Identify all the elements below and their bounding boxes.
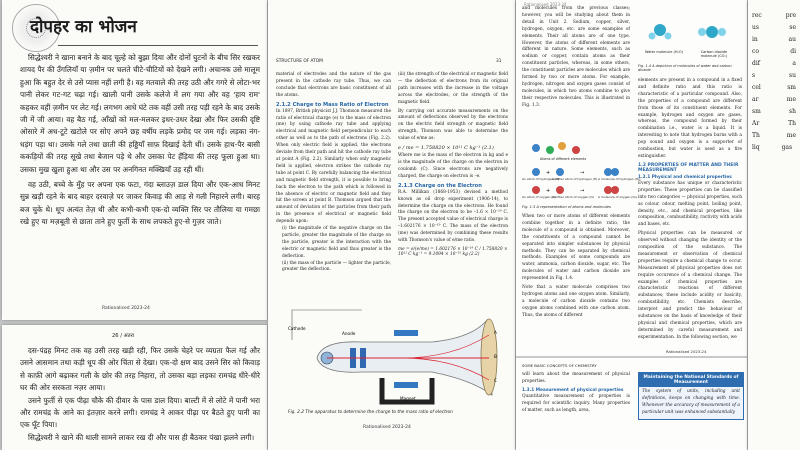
paragraph: Where me is the mass of the electron in kg and e is the magnitude of the charge on the electron in coulomb (C). Since electrons are negatively charged, the charge on electron is –e.: [398, 153, 508, 179]
info-box: [638, 372, 744, 420]
equation: e / me = 1.758820 × 10¹¹ C kg⁻¹ (2.1): [398, 145, 494, 152]
figure-label: An atom of oxygen (O): [522, 195, 557, 199]
figure-label: Atoms of different elements: [540, 157, 587, 161]
paragraph: In 1897, British physicist J.J. Thomson measured the ratio of electrical charge (e) to the mass of electron (me) by using cathode ray tube and applying electrical and magnetic field perpendicular to each other as well as to the path of electrons (Fig. 2.2). When only electric field is applied, the electrons deviate from their path and hit the cathode ray tube at point A (Fig. 2.2). Similarly when only magnetic field is applied, electron strikes the cathode ray tube at point C. By carefully balancing the electrical and magnetic field strength, it is possible to bring back the electron to the path which is followed in the absence of electric or magnetic field and they hit the screen at point B. Thomson argued that the amount of deviation of the particles from their path in the presence of electrical or magnetic field depends upon:: [276, 108, 391, 225]
section-heading: 2.1.2 Charge to Mass Ratio of Electron: [276, 101, 389, 108]
fig-label-a: A: [494, 330, 497, 335]
svg-text:+: +: [546, 188, 551, 194]
subsection-heading: 1.2.1 Physical and chemical properties: [638, 174, 732, 180]
list-item: (iii) the strength of the electrical or magnetic field — the deflection of electrons from its original path increases with the increase in the voltage across the electrodes, or the strength of the magnetic field.: [398, 72, 508, 105]
section-heading: 1.2 PROPERTIES OF MATTER AND THEIR MEASUREMENT: [638, 162, 739, 173]
fig-label-anode: Anode: [342, 331, 356, 336]
info-box-text: The system of units, including unit definitions, keeps on changing with time. Whenever the accuracy of measurement of a particular unit was enhanced substantially: [642, 389, 740, 415]
page-header: 26 / अंतरा: [112, 333, 135, 339]
paragraph: Every substance has unique or characteristic properties. These properties can be classified into two categories — physical properties, such as colour, odour, melting point, boiling point, density, etc., and chemical properties, like composition, combustibility, ractivity with acids and bases, etc.: [638, 180, 742, 228]
title-rule: [58, 45, 258, 46]
figure-label: An atom of hydrogen (H): [522, 177, 560, 181]
fig-label-b: B: [494, 354, 497, 359]
figure-label: Carbon dioxide molecule (CO₂): [700, 50, 728, 58]
page-footer: Rationalised 2023-24: [102, 306, 150, 311]
figure-label: Another atom of oxygen (O): [552, 195, 595, 199]
fig-label-c: C: [494, 378, 497, 383]
figure-label: Water molecule (H₂O): [644, 50, 684, 54]
paragraph: By carrying out accurate measurements on the amount of deflections observed by the electrons on the electric field strength or magnetic field strength, Thomson was able to determine the value of e/me as:: [398, 108, 508, 142]
fig-label-cathode: Cathode: [288, 326, 306, 331]
page-footer: Rationalised 2023-24: [363, 425, 411, 430]
page-header: Rationalised 2023-24: [524, 2, 567, 7]
subsection-heading: 1.3.1 Measurement of physical properties: [522, 387, 624, 393]
figure-caption: Fig. 1.4 A depiction of molecules of water and carbon dioxide: [638, 64, 732, 72]
page-header: STRUCTURE OF ATOM: [276, 59, 323, 64]
paragraph: material of electrodes and the nature of the gas present in the cathode ray tube. Thus, we can conclude that electrons are basic constituent of all the atoms.: [276, 72, 391, 98]
paragraph: Physical properties can be measured or observed without changing the identity or the composition of the substance. The measurement or observation of chemical properties require a chemical change to occur. Measurement of physical properties does not require occurence of a chemical change. The examples of chemical properties are characteristic reactions of different substances; these include acidity or basicity, combustibility, etc. Chemists describe, interpret and predict the behaviour of substances on the basis of knowledge of their physical and chemical properties, which are determined by careful measurement and experimentation. In the following section, we: [638, 231, 742, 340]
paragraph: When two or more atoms of different elements combine together in a definite ratio, the molecule of a compound is obtained. Moreover, the constituents of a compound cannot be separated into simpler substances by physical methods. They can be separated by chemical methods. Examples of some compounds are water, ammonia, carbon dioxide, sugar, etc. The molecules of water and carbon dioxide are represented in Fig. 1.4.: [522, 214, 630, 282]
figure-caption: Fig. 1.3 A representation of atoms and molecules: [522, 205, 611, 209]
paragraph: सिद्धेश्वरी ने खाना बनाने के बाद चूल्हे को बुझा दिया और दोनों घुटनों के बीच सिर रखकर शायद पैर की उँगलियाँ या ज़मीन पर चलते चीटे-चीटियों को देखने लगी। अचानक उसे मालूम हुआ कि बहुत देर से उसे प्यास नहीं लगी है। वह मतवाले की तरह उठी और गगरे से लोटा-भर पानी लेकर गट-गट चढ़ा गई। खाली पानी उसके कलेजे में लग गया और वह 'हाय राम' कहकर वहीं ज़मीन पर लेट गई। लगभग आधे घंटे तक वहीं उसी तरह पड़ी रहने के बाद उसके जी में जी आया। वह बैठ गई, आँखों को मल-मलकर इधर-उधर देखा और फिर उसकी दृष्टि ओसारे में अध-टूटे खटोले पर सोए अपने छह वर्षीय लड़के प्रमोद पर जम गई। लड़का नंग-धड़ंग पड़ा था। उसके गले तथा छाती की हड्डियाँ साफ़ दिखाई देती थीं। उसके हाथ-पैर बासी ककड़ियों की तरह सूखे तथा बेजान पड़े थे और उसका पेट हँड़िया की तरह फूला हुआ था। उसका मुख खुला हुआ था और उस पर अनगिनत मक्खियाँ उड़ रही थीं।: [20, 53, 260, 174]
paragraph: सिद्धेश्वरी ने खाने की थाली सामने लाकर रख दी और पास ही बैठकर पंखा झलने लगी।: [28, 432, 255, 442]
paragraph: दस-पंद्रह मिनट तक वह उसी तरह खड़ी रही, फिर उसके चेहरे पर व्यग्रता फैल गई और उसने आसमान तथा कड़ी धूप की ओर चिंता से देखा। एक-दो क्षण बाद उसने सिर को किवाड़ से काफ़ी आगे बढ़ाकर गली के छोर की तरह निहारा, तो उसका बड़ा लड़का रामचंद्र धीरे-धीरे घर की ओर सरकता नज़र आया।: [20, 346, 260, 393]
figure-label: A molecule of hydrogen (H₂): [598, 177, 641, 181]
paragraph: elements are present in a compound in a fixed and definite ratio and this ratio is characteristic of a particular compound. Also, the properties of a compound are different from those of its constituent elements. For example, hydrogen and oxygen are gases, whereas, the compound formed by their combination i.e., water is a liquid. It is interesting to note that hydrogen burns with a pop sound and oxygen is a supporter of combustion, but water is used as a fire extinguisher.: [638, 78, 742, 159]
chapter-title: दोपहर का भोजन: [30, 17, 137, 37]
paragraph: उसने फुर्ती से एक पीढ़ा चौके की दीवार के पास डाल दिया। बाल्टी में से लोटे में पानी भरा और रामचंद्र के आने का इंतज़ार करने लगी। रामचंद्र ने आकर पीढ़ा पर बैठते हुए पानी का एक घूँट पिया।: [20, 395, 260, 430]
svg-text:→: →: [580, 188, 585, 194]
svg-text:+: +: [546, 170, 551, 176]
paragraph: R.A. Millikan (1868-1953) devised a method known as oil drop experiment (1906-14), to determine the charge on the electrons. He found the charge on the electron to be –1.6 × 10⁻¹⁹ C. The present accepted value of electrical charge is –1.602176 × 10⁻¹⁹ C. The mass of the electron (me) was determined by combining these results with Thomson's value of e/me ratio.: [398, 189, 508, 244]
svg-text:→: →: [580, 170, 585, 176]
basic-concepts-chemistry-page: [516, 0, 747, 450]
atoms-molecules-figure: [522, 140, 630, 200]
partial-page-right: [748, 0, 800, 450]
paragraph: Quantitative measurement of properties is required for scientific inquiry. Many properties of matter, such as length, area,: [522, 393, 630, 413]
page-header: SOME BASIC CONCEPTS OF CHEMISTRY: [522, 363, 597, 368]
section-heading: 2.1.3 Charge on the Electron: [398, 182, 482, 189]
list-item: (i) the magnitude of the negative charge on the particle, greater the magnitude of the charge on the particle, greater is the interaction with the electric or magnetic field and thus greater is the deflection.: [282, 226, 391, 259]
thomson-apparatus-figure: [282, 300, 504, 405]
page-number: 31: [496, 59, 502, 64]
page-divider: [516, 356, 747, 358]
fig-label-magnet: Magnet: [400, 396, 416, 401]
info-box-title: Maintaining the National Standards of Measurement: [639, 373, 743, 387]
paragraph: Note that a water molecule comprises two hydrogen atoms and one oxygen atom. Similarly, a molecule of carbon dioxide contains two oxygen atoms combined with one carbon atom. Thus, the atoms of different: [522, 285, 630, 318]
paragraph: वह उठी, बच्चे के मुँह पर अपना एक फटा, गंदा ब्लाउज़ डाल दिया और एक-आध मिनट सुन्न खड़ी रहने के बाद बाहर दरवाज़े पर जाकर किवाड़ की आड़ से गली निहारने लगी। बारह बज चुके थे। धूप अत्यंत तेज़ थी और कभी-कभी एक-दो व्यक्ति सिर पर तौलिया या गमछा रखे हुए या मज़बूती से छाता ताने हुए फुर्ती के साथ लपकते हुए-से गुज़र जाते।: [20, 180, 260, 227]
hindi-page-top: [2, 0, 267, 320]
page-footer: Rationalised 2023-24: [666, 349, 707, 354]
paragraph: and molecules from the previous classes; however, you will be studying about them in detail in Unit 2. Sodium, copper, silver, hydrogen, oxygen, etc. are some examples of elements. Their all atoms are of one type. However, the atoms of different elements are different in nature. Some elements, such as sodium or copper, contain atoms as their constituent particles, whereas, in some others, the constituent particles are molecules which are formed by two or more atoms. For example, hydrogen, nitrogen and oxygen gases consist of molecules, in which two atoms combine to give their respective molecules. This is illustrated in Fig. 1.3.: [522, 6, 631, 108]
paragraph-fragment: rec pre us se in au co di dif a s su cel sm ar me sm sh Ar Th Th me liq gas: [752, 12, 796, 151]
list-item: (ii) the mass of the particle — lighter the particle, greater the deflection.: [282, 260, 391, 273]
figure-label: Another atom of hydrogen (H): [552, 177, 598, 181]
equation: me = e/(e/me) = 1.602176 × 10⁻¹⁹ C / 1.758820 × 10¹¹ C kg⁻¹ = 9.1094 × 10⁻³¹ kg (2.2): [398, 246, 508, 257]
hindi-page-bottom: [2, 325, 267, 450]
paragraph: will learn about the measurement of physical properties.: [522, 372, 630, 384]
structure-of-atom-page: [268, 0, 515, 450]
figure-caption: Fig. 2.2 The apparatus to determine the charge to the mass ratio of electron: [288, 410, 453, 415]
water-co2-molecules-figure: [638, 14, 742, 50]
figure-label: A molecule of oxygen (O₂): [598, 195, 638, 199]
